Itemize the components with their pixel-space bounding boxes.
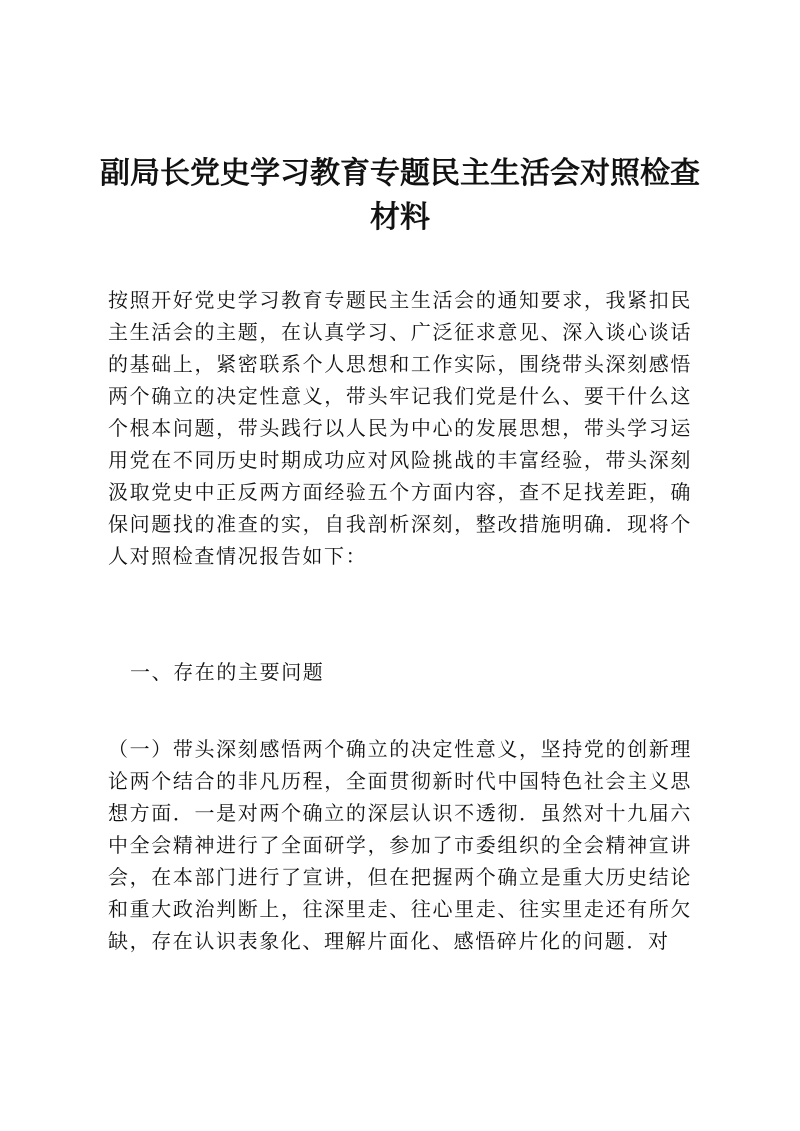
section-heading: 一、存在的主要问题: [130, 660, 325, 684]
document-title: 副局长党史学习教育专题民主生活会对照检查材料: [100, 156, 700, 235]
intro-paragraph: 按照开好党史学习教育专题民主生活会的通知要求，我紧扣民主生活会的主题，在认真学习、广泛征求意见、深入谈心谈话的基础上，紧密联系个人思想和工作实际，围绕带头深刻感悟两个确立的决定性意义，带头牢记我们党是什么、要干什么这个根本问题，带头践行以人民为中心的发展思想，带头学习运用党在不同历史时期成功应对风险挑战的丰富经验，带头深刻汲取党史中正反两方面经验五个方面内容，查不足找差距，确保问题找的准查的实，自我剖析深刻，整改措施明确．现将个人对照检查情况报告如下：: [108, 288, 692, 568]
subsection-paragraph: （一）带头深刻感悟两个确立的决定性意义，坚持党的创新理论两个结合的非凡历程，全面贯彻新时代中国特色社会主义思想方面．一是对两个确立的深层认识不透彻．虽然对十九届六中全会精神进行了全面研学，参加了市委组织的全会精神宣讲会，在本部门进行了宣讲，但在把握两个确立是重大历史结论和重大政治判断上，往深里走、往心里走、往实里走还有所欠缺，存在认识表象化、理解片面化、感悟碎片化的问题．对: [108, 737, 692, 953]
